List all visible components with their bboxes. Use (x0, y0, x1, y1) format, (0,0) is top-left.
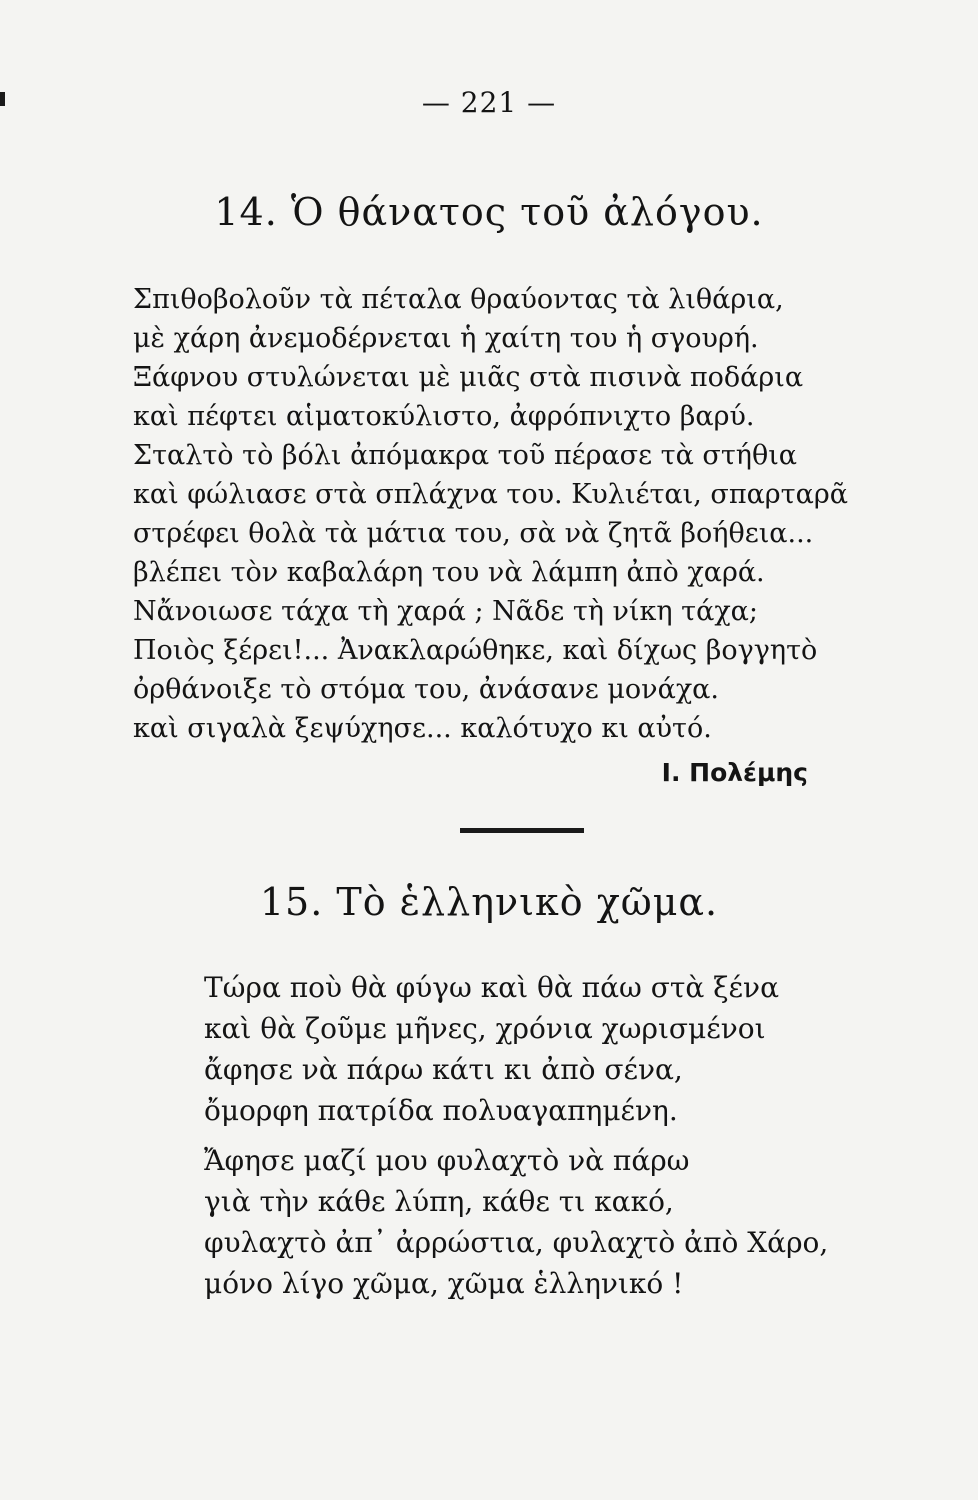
poem-15-stanza-2 (204, 1140, 829, 1304)
poem-line: βλέπει τὸν καβαλάρη του νὰ λάμπη ἀπὸ χαρά. (133, 557, 765, 588)
poem-line: Σταλτὸ τὸ βόλι ἀπόμακρα τοῦ πέρασε τὰ στήθια (133, 440, 798, 471)
page-number: — 221 — (421, 86, 557, 119)
poem-line: Ποιὸς ξέρει!... Ἀνακλαρώθηκε, καὶ δίχως βογγητὸ (133, 635, 818, 666)
poem-line: Ἄφησε μαζί μου φυλαχτὸ νὰ πάρω (204, 1144, 690, 1177)
poem-line: καὶ φώλιασε στὰ σπλάχνα του. Κυλιέται, σπαρταρᾶ (133, 479, 848, 510)
poem-14-body (133, 280, 848, 748)
poem-line: καὶ σιγαλὰ ξεψύχησε... καλότυχο κι αὐτό. (133, 713, 712, 744)
poem-15-stanza-1 (204, 967, 804, 1131)
poem-14-title: 14. Ὁ θάνατος τοῦ ἀλόγου. (214, 190, 764, 234)
poem-line: γιὰ τὴν κάθε λύπη, κάθε τι κακό, (204, 1185, 674, 1218)
poem-15-title: 15. Τὸ ἑλληνικὸ χῶμα. (259, 880, 719, 924)
poem-line: Σπιθοβολοῦν τὰ πέταλα θραύοντας τὰ λιθάρια, (133, 284, 784, 315)
poem-line: Τώρα ποὺ θὰ φύγω καὶ θὰ πάω στὰ ξένα (204, 971, 779, 1004)
poem-line: στρέφει θολὰ τὰ μάτια του, σὰ νὰ ζητᾶ βοήθεια... (133, 518, 814, 549)
poem-line: μόνο λίγο χῶμα, χῶμα ἑλληνικό ! (204, 1267, 684, 1300)
poem-14-author: Ι. Πολέμης (661, 758, 808, 787)
poem-line: ὄμορφη πατρίδα πολυαγαπημένη. (204, 1094, 678, 1127)
section-divider (460, 828, 584, 833)
poem-line: ἄφησε νὰ πάρω κάτι κι ἀπὸ σένα, (204, 1053, 683, 1086)
poem-line: Ξάφνου στυλώνεται μὲ μιᾶς στὰ πισινὰ ποδάρια (133, 362, 804, 393)
poem-line: μὲ χάρη ἀνεμοδέρνεται ἡ χαίτη του ἡ σγουρή. (133, 323, 759, 354)
poem-line: καὶ πέφτει αἱματοκύλιστο, ἀφρόπνιχτο βαρύ. (133, 401, 755, 432)
poem-line: καὶ θὰ ζοῦμε μῆνες, χρόνια χωρισμένοι (204, 1012, 766, 1045)
poem-line: φυλαχτὸ ἀπ᾽ ἀρρώστια, φυλαχτὸ ἀπὸ Χάρο, (204, 1226, 829, 1259)
poem-line: Νἄνοιωσε τάχα τὴ χαρά ; Νᾶδε τὴ νίκη τάχα; (133, 596, 759, 627)
poem-line: ὀρθάνοιξε τὸ στόμα του, ἀνάσανε μονάχα. (133, 674, 719, 705)
